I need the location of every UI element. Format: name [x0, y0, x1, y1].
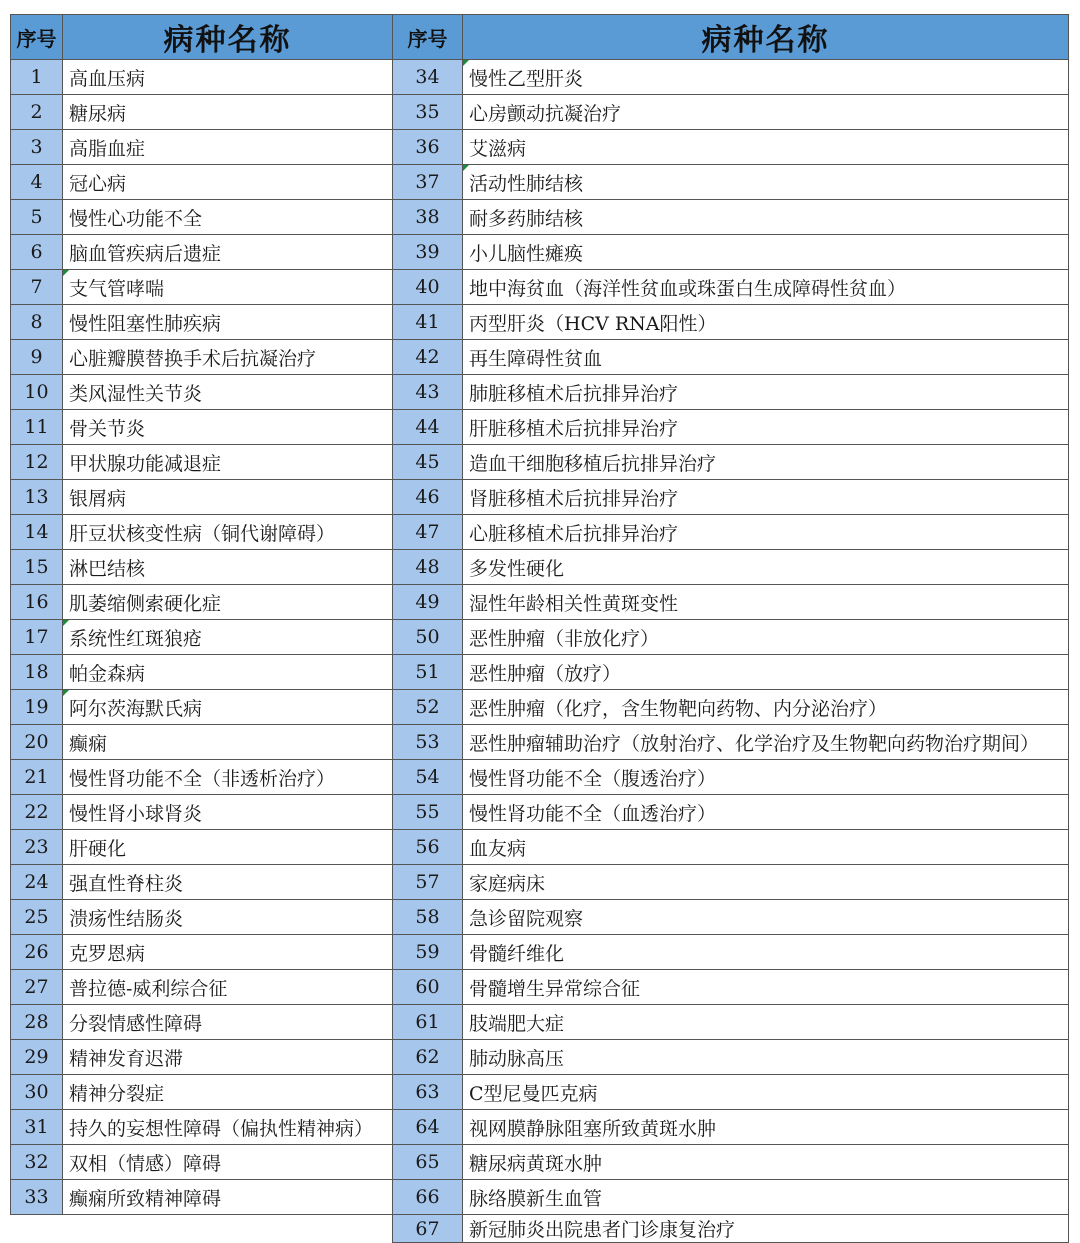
row-number-cell[interactable]: 11 — [11, 410, 63, 445]
disease-name-cell[interactable]: 恶性肿瘤辅助治疗（放射治疗、化学治疗及生物靶向药物治疗期间） — [463, 725, 1069, 760]
disease-name-cell[interactable]: 支气管哮喘 — [63, 270, 393, 305]
disease-name-cell[interactable]: 肝脏移植术后抗排异治疗 — [463, 410, 1069, 445]
disease-name-cell[interactable]: 脉络膜新生血管 — [463, 1180, 1069, 1215]
disease-name-cell[interactable]: 骨髓纤维化 — [463, 935, 1069, 970]
row-number-cell[interactable]: 22 — [11, 795, 63, 830]
table-row — [11, 1145, 1069, 1180]
row-number-cell[interactable]: 45 — [393, 445, 463, 480]
disease-name-cell[interactable]: 急诊留院观察 — [463, 900, 1069, 935]
disease-name-cell[interactable]: 心脏瓣膜替换手术后抗凝治疗 — [63, 340, 393, 375]
disease-name-cell[interactable]: 骨髓增生异常综合征 — [463, 970, 1069, 1005]
row-number-cell[interactable]: 59 — [393, 935, 463, 970]
disease-name-cell[interactable]: C型尼曼匹克病 — [463, 1075, 1069, 1110]
table-row — [11, 340, 1069, 375]
disease-name-cell[interactable]: 恶性肿瘤（化疗，含生物靶向药物、内分泌治疗） — [463, 690, 1069, 725]
right-header-number: 序号 — [393, 15, 463, 60]
disease-name-cell[interactable]: 慢性肾功能不全（腹透治疗） — [463, 760, 1069, 795]
disease-name-cell[interactable]: 肝硬化 — [63, 830, 393, 865]
row-number-cell[interactable]: 18 — [11, 655, 63, 690]
row-number-cell[interactable]: 62 — [393, 1040, 463, 1075]
row-number-cell[interactable]: 16 — [11, 585, 63, 620]
table-row — [11, 445, 1069, 480]
disease-name-cell[interactable]: 恶性肿瘤（放疗） — [463, 655, 1069, 690]
table-row — [11, 830, 1069, 865]
table-row — [11, 585, 1069, 620]
table-row — [11, 655, 1069, 690]
row-number-cell[interactable]: 38 — [393, 200, 463, 235]
disease-name-cell[interactable]: 淋巴结核 — [63, 550, 393, 585]
row-number-cell[interactable]: 54 — [393, 760, 463, 795]
row-number-cell[interactable]: 32 — [11, 1145, 63, 1180]
row-number-cell[interactable]: 27 — [11, 970, 63, 1005]
row-number-cell[interactable]: 50 — [393, 620, 463, 655]
row-number-cell[interactable]: 15 — [11, 550, 63, 585]
disease-name-cell[interactable]: 慢性肾小球肾炎 — [63, 795, 393, 830]
row-number-cell[interactable]: 13 — [11, 480, 63, 515]
row-number-cell[interactable]: 10 — [11, 375, 63, 410]
disease-name-cell[interactable]: 冠心病 — [63, 165, 393, 200]
disease-name-cell[interactable]: 强直性脊柱炎 — [63, 865, 393, 900]
row-number-cell[interactable]: 48 — [393, 550, 463, 585]
disease-name-cell[interactable]: 阿尔茨海默氏病 — [63, 690, 393, 725]
table-row — [11, 760, 1069, 795]
row-number-cell[interactable]: 39 — [393, 235, 463, 270]
table-row — [11, 515, 1069, 550]
row-number-cell[interactable]: 8 — [11, 305, 63, 340]
row-number-cell[interactable]: 6 — [11, 235, 63, 270]
disease-name-cell[interactable]: 高血压病 — [63, 60, 393, 95]
row-number-cell[interactable]: 51 — [393, 655, 463, 690]
disease-name-cell[interactable]: 耐多药肺结核 — [463, 200, 1069, 235]
row-number-cell[interactable]: 12 — [11, 445, 63, 480]
disease-name-cell[interactable]: 丙型肝炎（HCV RNA阳性） — [463, 305, 1069, 340]
table-row — [11, 235, 1069, 270]
row-number-cell[interactable]: 2 — [11, 95, 63, 130]
row-number-cell[interactable]: 42 — [393, 340, 463, 375]
table-row — [11, 130, 1069, 165]
disease-name-cell[interactable]: 心房颤动抗凝治疗 — [463, 95, 1069, 130]
disease-name-cell[interactable]: 癫痫 — [63, 725, 393, 760]
row-number-cell[interactable]: 52 — [393, 690, 463, 725]
table-row — [11, 865, 1069, 900]
disease-name-cell[interactable]: 肺脏移植术后抗排异治疗 — [463, 375, 1069, 410]
row-number-cell[interactable]: 64 — [393, 1110, 463, 1145]
disease-name-cell[interactable]: 造血干细胞移植后抗排异治疗 — [463, 445, 1069, 480]
disease-name-cell[interactable]: 克罗恩病 — [63, 935, 393, 970]
table-row — [11, 900, 1069, 935]
disease-name-cell[interactable]: 甲状腺功能减退症 — [63, 445, 393, 480]
disease-name-cell[interactable]: 慢性阻塞性肺疾病 — [63, 305, 393, 340]
disease-name-cell[interactable]: 再生障碍性贫血 — [463, 340, 1069, 375]
disease-name-cell[interactable]: 脑血管疾病后遗症 — [63, 235, 393, 270]
left-header-number: 序号 — [11, 15, 63, 60]
row-number-cell[interactable]: 47 — [393, 515, 463, 550]
row-number-cell[interactable]: 37 — [393, 165, 463, 200]
disease-name-cell[interactable]: 帕金森病 — [63, 655, 393, 690]
disease-name-cell[interactable]: 分裂情感性障碍 — [63, 1005, 393, 1040]
table-row — [11, 200, 1069, 235]
table-row — [11, 305, 1069, 340]
row-number-cell[interactable]: 19 — [11, 690, 63, 725]
disease-name-cell[interactable]: 癫痫所致精神障碍 — [63, 1180, 393, 1215]
row-number-cell[interactable]: 35 — [393, 95, 463, 130]
disease-name-cell[interactable]: 多发性硬化 — [463, 550, 1069, 585]
row-number-cell[interactable]: 30 — [11, 1075, 63, 1110]
disease-name-cell[interactable]: 慢性心功能不全 — [63, 200, 393, 235]
row-number-cell[interactable]: 14 — [11, 515, 63, 550]
disease-name-cell[interactable]: 高脂血症 — [63, 130, 393, 165]
disease-name-cell[interactable]: 慢性肾功能不全（血透治疗） — [463, 795, 1069, 830]
disease-name-cell[interactable]: 视网膜静脉阻塞所致黄斑水肿 — [463, 1110, 1069, 1145]
row-number-cell[interactable]: 25 — [11, 900, 63, 935]
table-row — [11, 690, 1069, 725]
row-number-cell[interactable]: 26 — [11, 935, 63, 970]
row-number-cell[interactable]: 55 — [393, 795, 463, 830]
row-number-cell[interactable]: 34 — [393, 60, 463, 95]
disease-name-cell[interactable]: 家庭病床 — [463, 865, 1069, 900]
table-row — [11, 970, 1069, 1005]
row-number-cell[interactable]: 31 — [11, 1110, 63, 1145]
right-header-name: 病种名称 — [463, 15, 1069, 60]
disease-name-cell[interactable]: 小儿脑性瘫痪 — [463, 235, 1069, 270]
disease-name-cell[interactable]: 精神分裂症 — [63, 1075, 393, 1110]
row-number-cell[interactable]: 44 — [393, 410, 463, 445]
row-number-cell[interactable]: 40 — [393, 270, 463, 305]
table-row — [11, 1180, 1069, 1215]
disease-name-cell[interactable]: 普拉德-威利综合征 — [63, 970, 393, 1005]
row-number-cell[interactable]: 65 — [393, 1145, 463, 1180]
disease-name-cell[interactable]: 艾滋病 — [463, 130, 1069, 165]
row-number-cell[interactable]: 56 — [393, 830, 463, 865]
table-row — [11, 60, 1069, 95]
disease-name-cell[interactable]: 肺动脉高压 — [463, 1040, 1069, 1075]
row-number-cell[interactable]: 46 — [393, 480, 463, 515]
row-number-cell[interactable]: 36 — [393, 130, 463, 165]
row-number-cell[interactable]: 9 — [11, 340, 63, 375]
disease-name-cell[interactable]: 心脏移植术后抗排异治疗 — [463, 515, 1069, 550]
table-row — [11, 1040, 1069, 1075]
row-number-cell[interactable]: 61 — [393, 1005, 463, 1040]
table-row — [11, 620, 1069, 655]
left-header-name: 病种名称 — [63, 15, 393, 60]
disease-name-cell[interactable]: 双相（情感）障碍 — [63, 1145, 393, 1180]
disease-name-cell[interactable]: 银屑病 — [63, 480, 393, 515]
table-row — [11, 95, 1069, 130]
table-row — [11, 375, 1069, 410]
disease-name-cell[interactable]: 恶性肿瘤（非放化疗） — [463, 620, 1069, 655]
row-number-cell[interactable]: 53 — [393, 725, 463, 760]
table-row — [11, 165, 1069, 200]
row-number-cell[interactable]: 66 — [393, 1180, 463, 1215]
disease-name-cell[interactable]: 湿性年龄相关性黄斑变性 — [463, 585, 1069, 620]
disease-name-cell[interactable]: 骨关节炎 — [63, 410, 393, 445]
disease-name-cell[interactable]: 新冠肺炎出院患者门诊康复治疗 — [463, 1215, 1069, 1243]
disease-name-cell[interactable]: 溃疡性结肠炎 — [63, 900, 393, 935]
table-row — [11, 795, 1069, 830]
row-number-cell[interactable]: 29 — [11, 1040, 63, 1075]
row-number-cell[interactable]: 43 — [393, 375, 463, 410]
row-number-cell[interactable]: 1 — [11, 60, 63, 95]
row-number-cell[interactable]: 49 — [393, 585, 463, 620]
row-number-cell[interactable]: 3 — [11, 130, 63, 165]
disease-name-cell[interactable]: 肝豆状核变性病（铜代谢障碍） — [63, 515, 393, 550]
table-row — [11, 725, 1069, 760]
header-row — [11, 15, 1069, 60]
row-number-cell[interactable]: 60 — [393, 970, 463, 1005]
row-number-cell[interactable]: 33 — [11, 1180, 63, 1215]
row-number-cell[interactable]: 24 — [11, 865, 63, 900]
disease-name-cell[interactable]: 类风湿性关节炎 — [63, 375, 393, 410]
disease-table — [10, 14, 1069, 1243]
disease-name-cell[interactable]: 肾脏移植术后抗排异治疗 — [463, 480, 1069, 515]
table-row — [11, 270, 1069, 305]
disease-name-cell[interactable]: 精神发育迟滞 — [63, 1040, 393, 1075]
row-number-cell[interactable]: 23 — [11, 830, 63, 865]
row-number-cell[interactable]: 7 — [11, 270, 63, 305]
disease-name-cell[interactable]: 系统性红斑狼疮 — [63, 620, 393, 655]
row-number-cell[interactable]: 4 — [11, 165, 63, 200]
row-number-cell[interactable]: 57 — [393, 865, 463, 900]
table-row — [11, 935, 1069, 970]
table-row — [11, 410, 1069, 445]
disease-name-cell[interactable]: 慢性肾功能不全（非透析治疗） — [63, 760, 393, 795]
row-number-cell[interactable]: 41 — [393, 305, 463, 340]
disease-name-cell[interactable]: 持久的妄想性障碍（偏执性精神病） — [63, 1110, 393, 1145]
table-row — [11, 480, 1069, 515]
row-number-cell[interactable]: 17 — [11, 620, 63, 655]
disease-name-cell[interactable]: 肢端肥大症 — [463, 1005, 1069, 1040]
row-number-cell[interactable]: 5 — [11, 200, 63, 235]
table-row — [11, 1075, 1069, 1110]
disease-name-cell[interactable]: 糖尿病 — [63, 95, 393, 130]
disease-name-cell[interactable]: 肌萎缩侧索硬化症 — [63, 585, 393, 620]
table-row — [11, 1005, 1069, 1040]
table-row — [11, 550, 1069, 585]
table-row — [11, 1110, 1069, 1145]
disease-name-cell[interactable]: 地中海贫血（海洋性贫血或珠蛋白生成障碍性贫血） — [463, 270, 1069, 305]
row-number-cell[interactable]: 67 — [393, 1215, 463, 1243]
row-number-cell[interactable]: 20 — [11, 725, 63, 760]
disease-name-cell[interactable]: 糖尿病黄斑水肿 — [463, 1145, 1069, 1180]
row-number-cell[interactable]: 21 — [11, 760, 63, 795]
disease-name-cell[interactable]: 活动性肺结核 — [463, 165, 1069, 200]
row-number-cell[interactable]: 63 — [393, 1075, 463, 1110]
disease-name-cell[interactable]: 慢性乙型肝炎 — [463, 60, 1069, 95]
disease-name-cell[interactable]: 血友病 — [463, 830, 1069, 865]
row-number-cell[interactable]: 58 — [393, 900, 463, 935]
row-number-cell[interactable]: 28 — [11, 1005, 63, 1040]
